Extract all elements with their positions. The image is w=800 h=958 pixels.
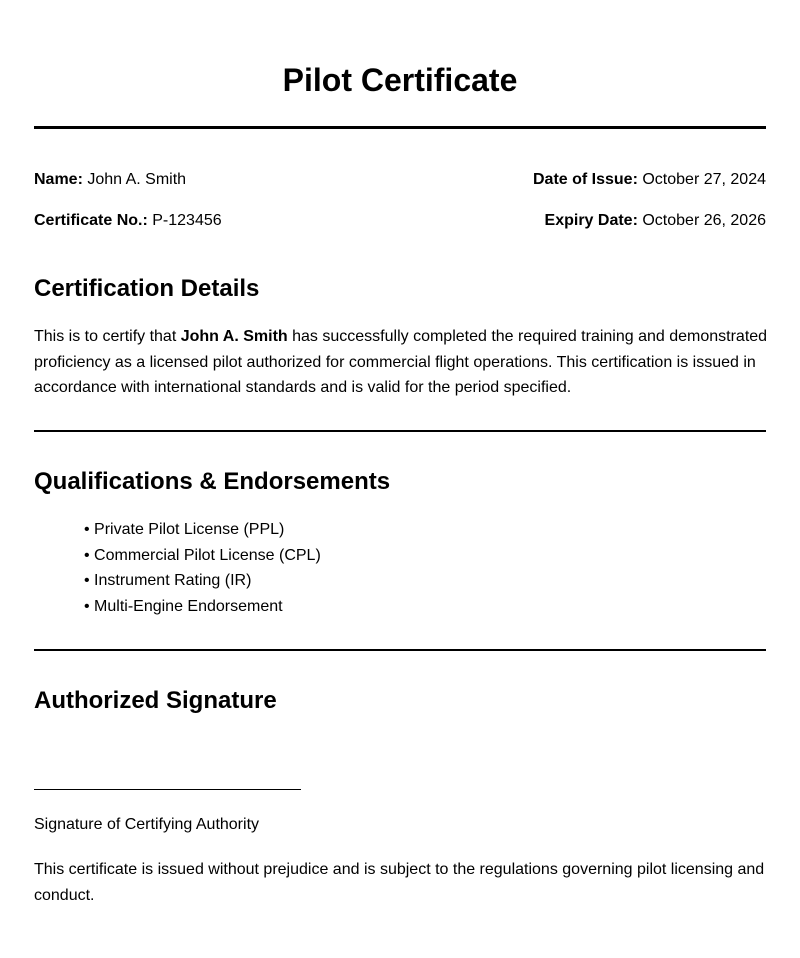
issue-date-field [533, 170, 766, 190]
qualifications-list [84, 517, 321, 620]
footer-note: This certificate is issued without prejudice and is subject to the regulations governing pilot licensing and conduct. [34, 861, 765, 904]
certificate-number-label: Certificate No.: [34, 212, 148, 229]
name-value: John A. Smith [87, 171, 187, 188]
meta-row-2 [34, 211, 766, 231]
list-item: • Commercial Pilot License (CPL) [84, 543, 321, 569]
statement-body: has successfully completed the required training and demonstrated proficiency as a licensed pilot authorized for commercial flight operations. This certification is issued in accordance with international standards and is valid for the period specified. [34, 328, 768, 396]
meta-row-1 [34, 170, 766, 190]
statement-intro: This is to certify that [34, 328, 181, 345]
expiry-date-field [545, 211, 766, 231]
list-item: • Instrument Rating (IR) [84, 568, 321, 594]
name-field [34, 170, 186, 190]
title-divider [34, 126, 766, 129]
expiry-date-value: October 26, 2026 [642, 212, 766, 229]
page-title: Pilot Certificate [282, 62, 518, 98]
signature-caption: Signature of Certifying Authority [34, 816, 260, 833]
certification-statement [34, 324, 774, 401]
section-divider [34, 430, 766, 432]
issue-date-label: Date of Issue: [532, 171, 638, 188]
section-divider [34, 649, 766, 651]
holder-name: John A. Smith [180, 328, 288, 345]
certificate-number-value: P-123456 [152, 212, 222, 229]
qualifications-heading: Qualifications & Endorsements [34, 468, 391, 495]
certification-details-heading: Certification Details [34, 275, 260, 302]
list-item: • Private Pilot License (PPL) [84, 517, 321, 543]
name-label: Name: [34, 171, 83, 188]
authorized-signature-heading: Authorized Signature [34, 687, 277, 714]
list-item: • Multi-Engine Endorsement [84, 594, 321, 620]
issue-date-value: October 27, 2024 [642, 171, 766, 188]
expiry-date-label: Expiry Date: [544, 212, 638, 229]
signature-line [34, 789, 301, 790]
certificate-number-field [34, 211, 222, 231]
